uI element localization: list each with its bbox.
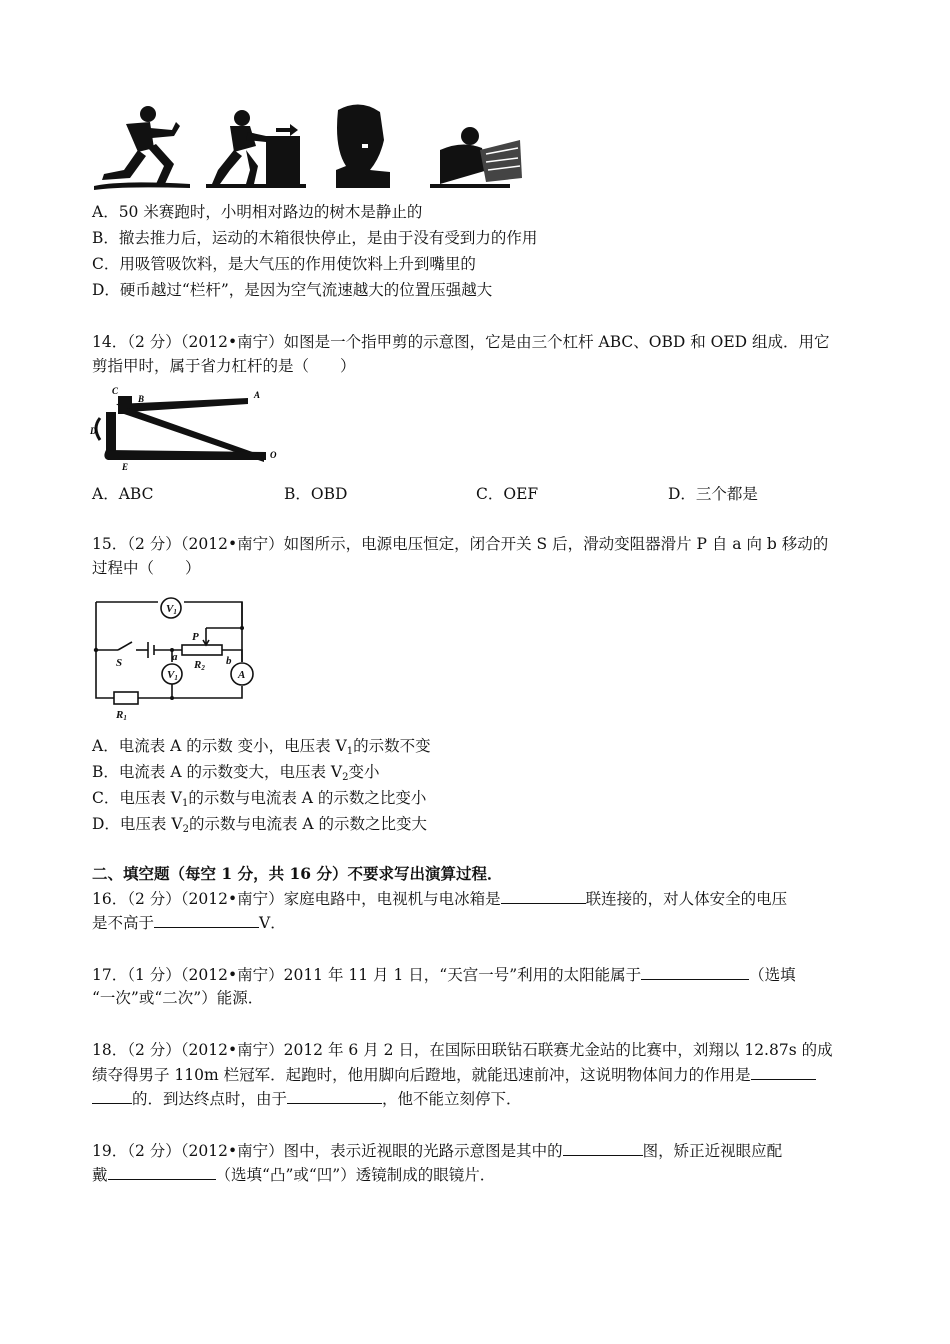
nail-clipper-diagram xyxy=(88,384,288,474)
q15-stem-line1: 15．（2 分）（2012•南宁）如图所示，电源电压恒定，闭合开关 S 后，滑动变阻器滑片 P 自 a 向 b 移动的 xyxy=(92,535,829,553)
q15-stem-line2: 过程中（ ） xyxy=(92,559,201,577)
label-r2: R2 xyxy=(194,659,205,672)
q14-option-c: C．OEF xyxy=(476,485,539,503)
q14-option-a: A．ABC xyxy=(92,485,154,503)
q14-option-b: B．OBD xyxy=(284,485,348,503)
q19-line1: 19．（2 分）（2012•南宁）图中，表示近视眼的光路示意图是其中的 图，矫正近视眼应配 xyxy=(92,1142,783,1160)
q18-blank-1b[interactable] xyxy=(92,1088,132,1104)
drinking-straw-figure xyxy=(336,104,390,188)
q17-blank[interactable] xyxy=(641,964,749,980)
q19-blank-2[interactable] xyxy=(108,1164,216,1180)
q14-stem-line2: 剪指甲时，属于省力杠杆的是（ ） xyxy=(92,357,356,375)
pushing-box-figure xyxy=(206,110,306,188)
q13-option-d: D．硬币越过“栏杆”，是因为空气流速越大的位置压强越大 xyxy=(92,281,493,299)
label-c: C xyxy=(112,386,119,396)
q13-option-c: C．用吸管吸饮料，是大气压的作用使饮料上升到嘴里的 xyxy=(92,255,476,273)
section-2-title: 二、填空题（每空 1 分，共 16 分）不要求写出演算过程． xyxy=(92,864,503,883)
label-b: b xyxy=(226,655,232,667)
q15-option-b: B．电流表 A 的示数变大，电压表 $V_2$变小 xyxy=(92,763,380,783)
q13-option-b: B．撤去推力后，运动的木箱很快停止，是由于没有受到力的作用 xyxy=(92,229,538,247)
q16-blank-1[interactable] xyxy=(501,888,586,904)
label-p: P xyxy=(192,631,199,643)
label-o: O xyxy=(270,450,277,460)
q18-blank-1a[interactable] xyxy=(751,1064,816,1080)
label-r1: R1 xyxy=(116,709,127,722)
label-ammeter: A xyxy=(238,669,246,681)
label-e: E xyxy=(122,462,129,472)
label-d: D xyxy=(90,426,97,436)
q16-line2: 是不高于 V． xyxy=(92,914,286,932)
label-s: S xyxy=(116,657,123,669)
q15-option-d: D．电压表 $V_2$的示数与电流表 A 的示数之比变大 xyxy=(92,815,427,835)
label-b: B xyxy=(138,394,145,404)
q16-blank-2[interactable] xyxy=(154,912,259,928)
circuit-diagram xyxy=(88,590,268,726)
q18-line2: 绩夺得男子 110m 栏冠军．起跑时，他用脚向后蹬地，就能迅速前冲，这说明物体间力的作用是 xyxy=(92,1064,816,1085)
q14-option-d: D．三个都是 xyxy=(668,485,758,503)
q18-blank-2[interactable] xyxy=(287,1088,382,1104)
q16-line1: 16．（2 分）（2012•南宁）家庭电路中，电视机与电冰箱是 联连接的，对人体安全的电压 xyxy=(92,890,788,908)
q19-line2: 戴 （选填“凸”或“凹”）透镜制成的眼镜片． xyxy=(92,1166,496,1184)
q17-line2: “一次”或“二次”）能源． xyxy=(92,989,264,1007)
label-a: a xyxy=(172,651,178,663)
q15-option-a: A．电流表 A 的示数 变小，电压表 $V_1$的示数不变 xyxy=(92,737,431,757)
coin-jump-figure xyxy=(430,127,522,188)
label-v1-top: V1 xyxy=(166,603,177,616)
label-v1-lower: V1 xyxy=(167,669,178,682)
q17-line1: 17．（1 分）（2012•南宁）2011 年 11 月 1 日，“天宫一号”利用的太阳能属于 （选填 xyxy=(92,966,796,984)
q13-illustrations xyxy=(90,100,530,192)
q18-line1: 18．（2 分）（2012•南宁）2012 年 6 月 2 日，在国际田联钻石联赛尤金站的比赛中，刘翔以 12.87s 的成 xyxy=(92,1041,833,1059)
runner-figure xyxy=(94,106,190,190)
q19-blank-1[interactable] xyxy=(563,1140,643,1156)
q14-stem-line1: 14．（2 分）（2012•南宁）如图是一个指甲剪的示意图，它是由三个杠杆 ABC、OBD 和 OED 组成．用它 xyxy=(92,333,830,351)
q15-option-c: C．电压表 $V_1$的示数与电流表 A 的示数之比变小 xyxy=(92,789,427,809)
q18-line3: 的．到达终点时，由于 ，他不能立刻停下． xyxy=(92,1088,522,1109)
label-a: A xyxy=(254,390,261,400)
q13-option-a: A．50 米赛跑时，小明相对路边的树木是静止的 xyxy=(92,203,423,221)
